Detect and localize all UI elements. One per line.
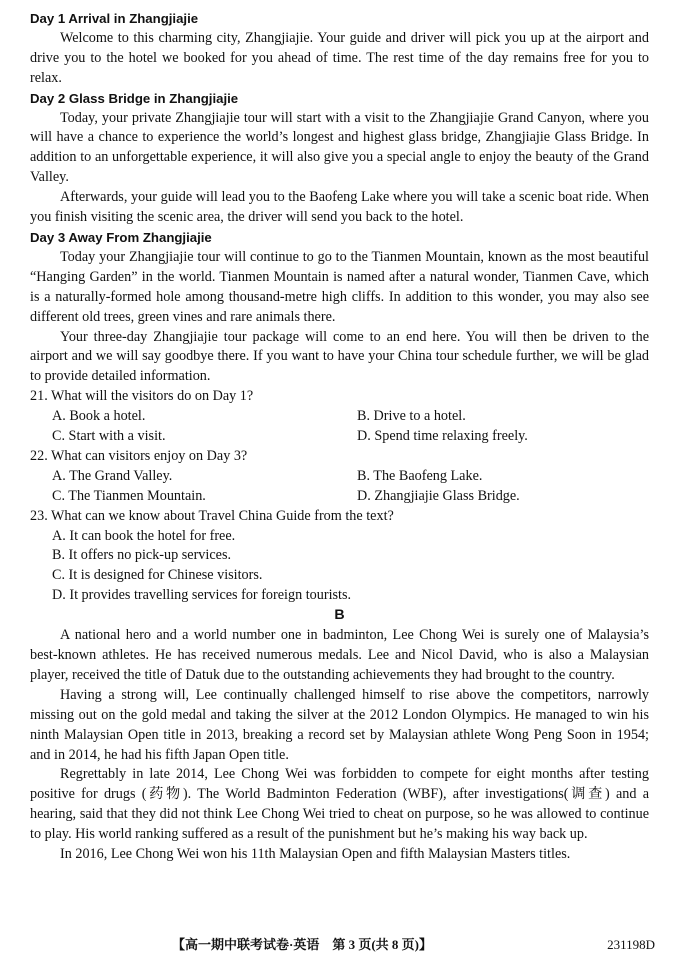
question-21-options xyxy=(30,407,649,447)
section-b-paragraph-4: In 2016, Lee Chong Wei won his 11th Malaysian Open and fifth Malaysian Masters titles. xyxy=(60,846,571,863)
question-22-options xyxy=(30,467,649,507)
question-22: 22. What can visitors enjoy on Day 3? xyxy=(30,447,248,464)
option-22-d: D. Zhangjiajie Glass Bridge. xyxy=(357,487,520,504)
day2-paragraph-2: Afterwards, your guide will lead you to the Baofeng Lake where you will take a scenic boat ride. When you finish visiting the scenic area, the driver will send you back to the hotel. xyxy=(30,189,649,226)
day2-paragraph-1: Today, your private Zhangjiajie tour will start with a visit to the Zhangjiajie Grand Canyon, where you will have a chance to experience the world’s longest and highest glass bridge, Zhangjiajie Glass Bridge. In addition to an unforgettable experience, it will also give you a special angle to enjoy the beauty of the Grand Valley. xyxy=(30,109,649,186)
footer-title: 【高一期中联考试卷·英语 第 3 页(共 8 页)】 xyxy=(172,937,432,952)
option-23-b: B. It offers no pick-up services. xyxy=(52,547,232,564)
section-b-label: B xyxy=(334,607,345,624)
option-21-b: B. Drive to a hotel. xyxy=(357,408,466,425)
option-23-c: C. It is designed for Chinese visitors. xyxy=(52,567,263,584)
question-21: 21. What will the visitors do on Day 1? xyxy=(30,388,254,405)
footer-code: 231198D xyxy=(607,937,655,952)
option-23-d: D. It provides travelling services for foreign tourists. xyxy=(52,587,352,604)
option-22-b: B. The Baofeng Lake. xyxy=(357,467,483,484)
day3-paragraph-2: Your three-day Zhangjiajie tour package will come to an end here. You will then be driven to the airport and we will say goodbye there. If you want to have your China tour schedule further, we will be glad to provide detailed information. xyxy=(30,328,649,385)
question-23: 23. What can we know about Travel China Guide from the text? xyxy=(30,507,394,524)
day3-paragraph-1: Today your Zhangjiajie tour will continue to go to the Tianmen Mountain, known as the most beautiful “Hanging Garden” in the world. Tianmen Mountain is named after a natural wonder, Tianmen Cave, which is a naturally-formed hole among thousand-metre high cliffs. In addition to this wonder, you may also see different old trees, green vines and rare animals there. xyxy=(30,248,649,325)
day1-paragraph: Welcome to this charming city, Zhangjiajie. Your guide and driver will pick you up at the airport and drive you to the hotel we booked for you ahead of time. The rest time of the day remains free for you to relax. xyxy=(30,29,649,86)
option-21-a: A. Book a hotel. xyxy=(52,408,146,425)
day1-heading: Day 1 Arrival in Zhangjiajie xyxy=(30,11,199,26)
day3-heading: Day 3 Away From Zhangjiajie xyxy=(30,229,212,245)
section-b-paragraph-3: Regrettably in late 2014, Lee Chong Wei was forbidden to compete for eight months after testing positive for drugs (药物). The World Badminton Federation (WBF), after investigations(调查) and a hearing, said that they did not think Lee Chong Wei tried to cheat on purpose, so he was allowed to continue to play. His world ranking suffered as a result of the punishment but he’s making his way back up. xyxy=(30,766,649,843)
option-23-a: A. It can book the hotel for free. xyxy=(52,527,236,544)
day2-heading: Day 2 Glass Bridge in Zhangjiajie xyxy=(30,90,239,106)
option-21-d: D. Spend time relaxing freely. xyxy=(357,428,528,445)
option-21-c: C. Start with a visit. xyxy=(52,428,166,445)
question-23-options xyxy=(30,527,649,607)
section-b-paragraph-2: Having a strong will, Lee continually challenged himself to rise above the competitors, narrowly missing out on the gold medal and taking the silver at the 2012 London Olympics. He managed to win his ninth Malaysian Open title in 2013, breaking a record set by Malaysian athlete Wong Peng Soon in 1954; and in 2014, he had his fifth Japan Open title. xyxy=(30,686,649,763)
option-22-a: A. The Grand Valley. xyxy=(52,467,173,484)
option-22-c: C. The Tianmen Mountain. xyxy=(52,487,206,504)
section-b-paragraph-1: A national hero and a world number one in badminton, Lee Chong Wei is surely one of Malaysia’s best-known athletes. He has received numerous medals. Lee and Nicol David, who is also a Malaysian player, received the title of Datuk due to the outstanding achievements they had brought to the country. xyxy=(30,627,649,683)
